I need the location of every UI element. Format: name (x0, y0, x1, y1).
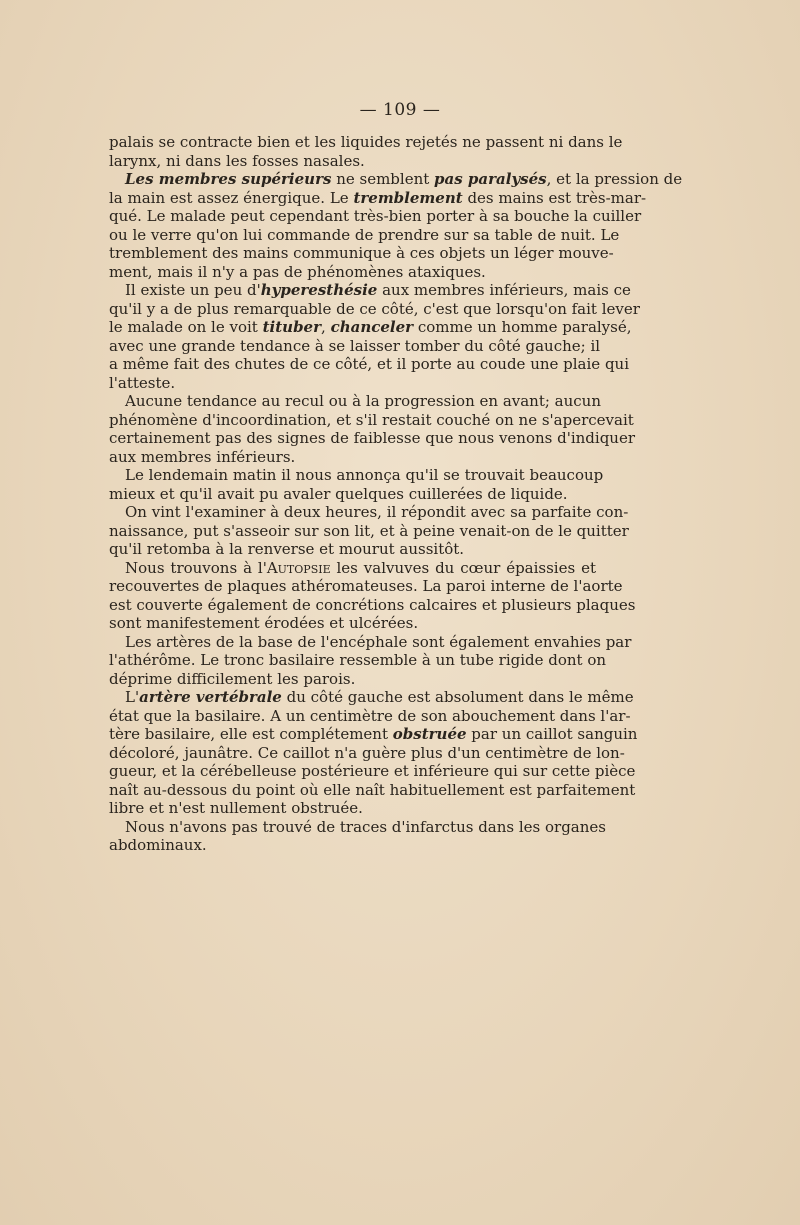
paragraph (109, 817, 606, 855)
text-line: naissance, put s'asseoir sur son lit, et à peine venait-on de le quitter (109, 521, 629, 540)
text-line: gueur, et la cérébelleuse postérieure et inférieure qui sur cette pièce (109, 762, 636, 780)
text-line: aux membres inférieurs. (109, 447, 296, 466)
paragraph (109, 281, 640, 392)
text-line: ou le verre qu'on lui commande de prendre sur sa table de nuit. Le (109, 225, 620, 244)
text-line: larynx, ni dans les fosses nasales. (109, 151, 365, 170)
text-line: qué. Le malade peut cependant très-bien porter à sa bouche la cuiller (109, 207, 642, 225)
text-line: l'atteste. (109, 373, 176, 392)
text-line: Les membres supérieurs ne semblent pas paralysés, et la pression de (125, 170, 683, 188)
text-line: mieux et qu'il avait pu avaler quelques cuillerées de liquide. (109, 484, 568, 503)
text-line: est couverte également de concrétions calcaires et plusieurs plaques (109, 595, 636, 614)
page-number: — 109 — (359, 100, 441, 120)
text-line: Aucune tendance au recul ou à la progression en avant; aucun (125, 392, 602, 410)
text-line: Nous trouvons à l'Autopsie les valvuves du cœur épaissies et (125, 558, 596, 577)
text-line: l'athérôme. Le tronc basilaire ressemble à un tube rigide dont on (109, 651, 607, 669)
text-line: On vint l'examiner à deux heures, il répondit avec sa parfaite con- (125, 503, 629, 521)
paragraph (109, 392, 636, 466)
text-line: tère basilaire, elle est complétement obstruée par un caillot sanguin (109, 725, 638, 743)
text-line: certainement pas des signes de faiblesse que nous venons d'indiquer (109, 429, 636, 447)
text-line: a même fait des chutes de ce côté, et il porte au coude une plaie qui (109, 355, 630, 373)
text-line: naît au-dessous du point où elle naît habituellement est parfaitement (109, 780, 636, 799)
paragraph (109, 503, 629, 559)
text-line: avec une grande tendance à se laisser tomber du côté gauche; il (109, 336, 601, 355)
paragraph (109, 558, 636, 633)
paragraph (109, 170, 683, 281)
text-line: ment, mais il n'y a pas de phénomènes ataxiques. (109, 262, 486, 281)
body-text (109, 133, 683, 855)
paragraph (109, 133, 623, 170)
text-line: tremblement des mains communique à ces objets un léger mouve- (109, 244, 614, 262)
text-line: recouvertes de plaques athéromateuses. La paroi interne de l'aorte (109, 577, 623, 595)
text-line: abdominaux. (109, 836, 207, 854)
text-line: libre et n'est nullement obstruée. (109, 799, 363, 817)
text-line: phénomène d'incoordination, et s'il restait couché on ne s'apercevait (109, 410, 634, 429)
text-line: décoloré, jaunâtre. Ce caillot n'a guère plus d'un centimètre de lon- (109, 743, 625, 762)
text-line: Les artères de la base de l'encéphale sont également envahies par (125, 632, 632, 651)
text-line: le malade on le voit tituber, chanceler comme un homme paralysé, (109, 318, 632, 336)
text-line: Il existe un peu d'hyperesthésie aux membres inférieurs, mais ce (125, 281, 631, 299)
paragraph (109, 466, 604, 503)
paragraph (109, 632, 632, 689)
text-line: palais se contracte bien et les liquides rejetés ne passent ni dans le (109, 133, 623, 151)
text-line: état que la basilaire. A un centimètre de son abouchement dans l'ar- (109, 706, 631, 725)
text-line: L'artère vertébrale du côté gauche est absolument dans le même (125, 688, 634, 706)
text-line: déprime difficilement les parois. (109, 669, 356, 688)
text-line: qu'il retomba à la renverse et mourut aussitôt. (109, 540, 465, 558)
text-line: sont manifestement érodées et ulcérées. (109, 614, 419, 632)
text-line: qu'il y a de plus remarquable de ce côté, c'est que lorsqu'on fait lever (109, 299, 640, 318)
text-line: Le lendemain matin il nous annonça qu'il se trouvait beaucoup (125, 466, 604, 484)
text-line: la main est assez énergique. Le tremblement des mains est très-mar- (109, 188, 647, 207)
paragraph (109, 688, 638, 818)
text-line: Nous n'avons pas trouvé de traces d'infarctus dans les organes (125, 817, 606, 836)
